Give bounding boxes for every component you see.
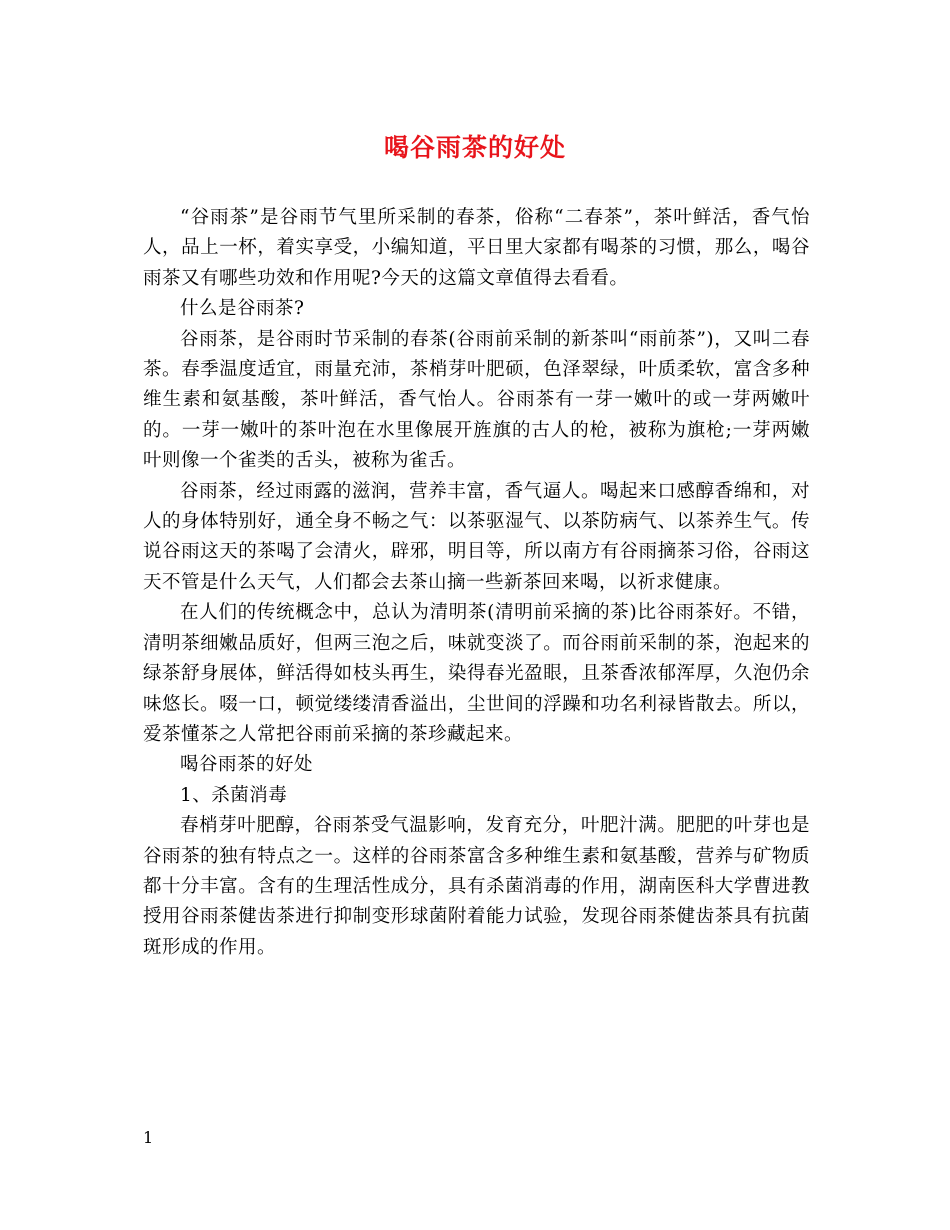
paragraph-nutrition: 谷雨茶，经过雨露的滋润，营养丰富，香气逼人。喝起来口感醇香绵和，对人的身体特别好，通全身不畅之气：以茶驱湿气、以茶防病气、以茶养生气。传说谷雨这天的茶喝了会清火，辟邪，明目等，所以南方有谷雨摘茶习俗，谷雨这天不管是什么天气，人们都会去茶山摘一些新茶回来喝，以祈求健康。	[143, 480, 810, 593]
page-number: 1	[143, 1128, 154, 1147]
document-title: 喝谷雨茶的好处	[383, 133, 566, 162]
paragraph-sterilization: 春梢芽叶肥醇，谷雨茶受气温影响，发育充分，叶肥汁满。肥肥的叶芽也是谷雨茶的独有特点之一。这样的谷雨茶富含多种维生素和氨基酸，营养与矿物质都十分丰富。含有的生理活性成分，具有杀菌消毒的作用，湖南医科大学曹进教授用谷雨茶健齿茶进行抑制变形球菌附着能力试验，发现谷雨茶健齿茶具有抗菌斑形成的作用。	[143, 815, 810, 958]
document-body	[143, 203, 810, 963]
paragraph-definition: 谷雨茶，是谷雨时节采制的春茶(谷雨前采制的新茶叫“雨前茶”)，又叫二春茶。春季温度适宜，雨量充沛，茶梢芽叶肥硕，色泽翠绿，叶质柔软，富含多种维生素和氨基酸，茶叶鲜活，香气怡人。谷雨茶有一芽一嫩叶的或一芽两嫩叶的。一芽一嫩叶的茶叶泡在水里像展开旌旗的古人的枪，被称为旗枪;一芽两嫩叶则像一个雀类的舌头，被称为雀舌。	[143, 328, 810, 472]
subheading-sterilization: 1、杀菌消毒	[180, 784, 288, 806]
paragraph-comparison: 在人们的传统概念中，总认为清明茶(清明前采摘的茶)比谷雨茶好。不错，清明茶细嫩品质好，但两三泡之后，味就变淡了。而谷雨前采制的茶，泡起来的绿茶舒身展体，鲜活得如枝头再生，染得春光盈眼，且茶香浓郁浑厚，久泡仍余味悠长。啜一口，顿觉缕缕清香溢出，尘世间的浮躁和功名利禄皆散去。所以，爱茶懂茶之人常把谷雨前采摘的茶珍藏起来。	[143, 602, 810, 745]
paragraph-intro: “谷雨茶”是谷雨节气里所采制的春茶，俗称“二春茶”，茶叶鲜活，香气怡人，品上一杯，着实享受，小编知道，平日里大家都有喝茶的习惯，那么，喝谷雨茶又有哪些功效和作用呢?今天的这篇文章值得去看看。	[143, 207, 810, 289]
heading-what-is-guyu-tea: 什么是谷雨茶?	[180, 298, 305, 320]
heading-benefits: 喝谷雨茶的好处	[180, 754, 314, 776]
